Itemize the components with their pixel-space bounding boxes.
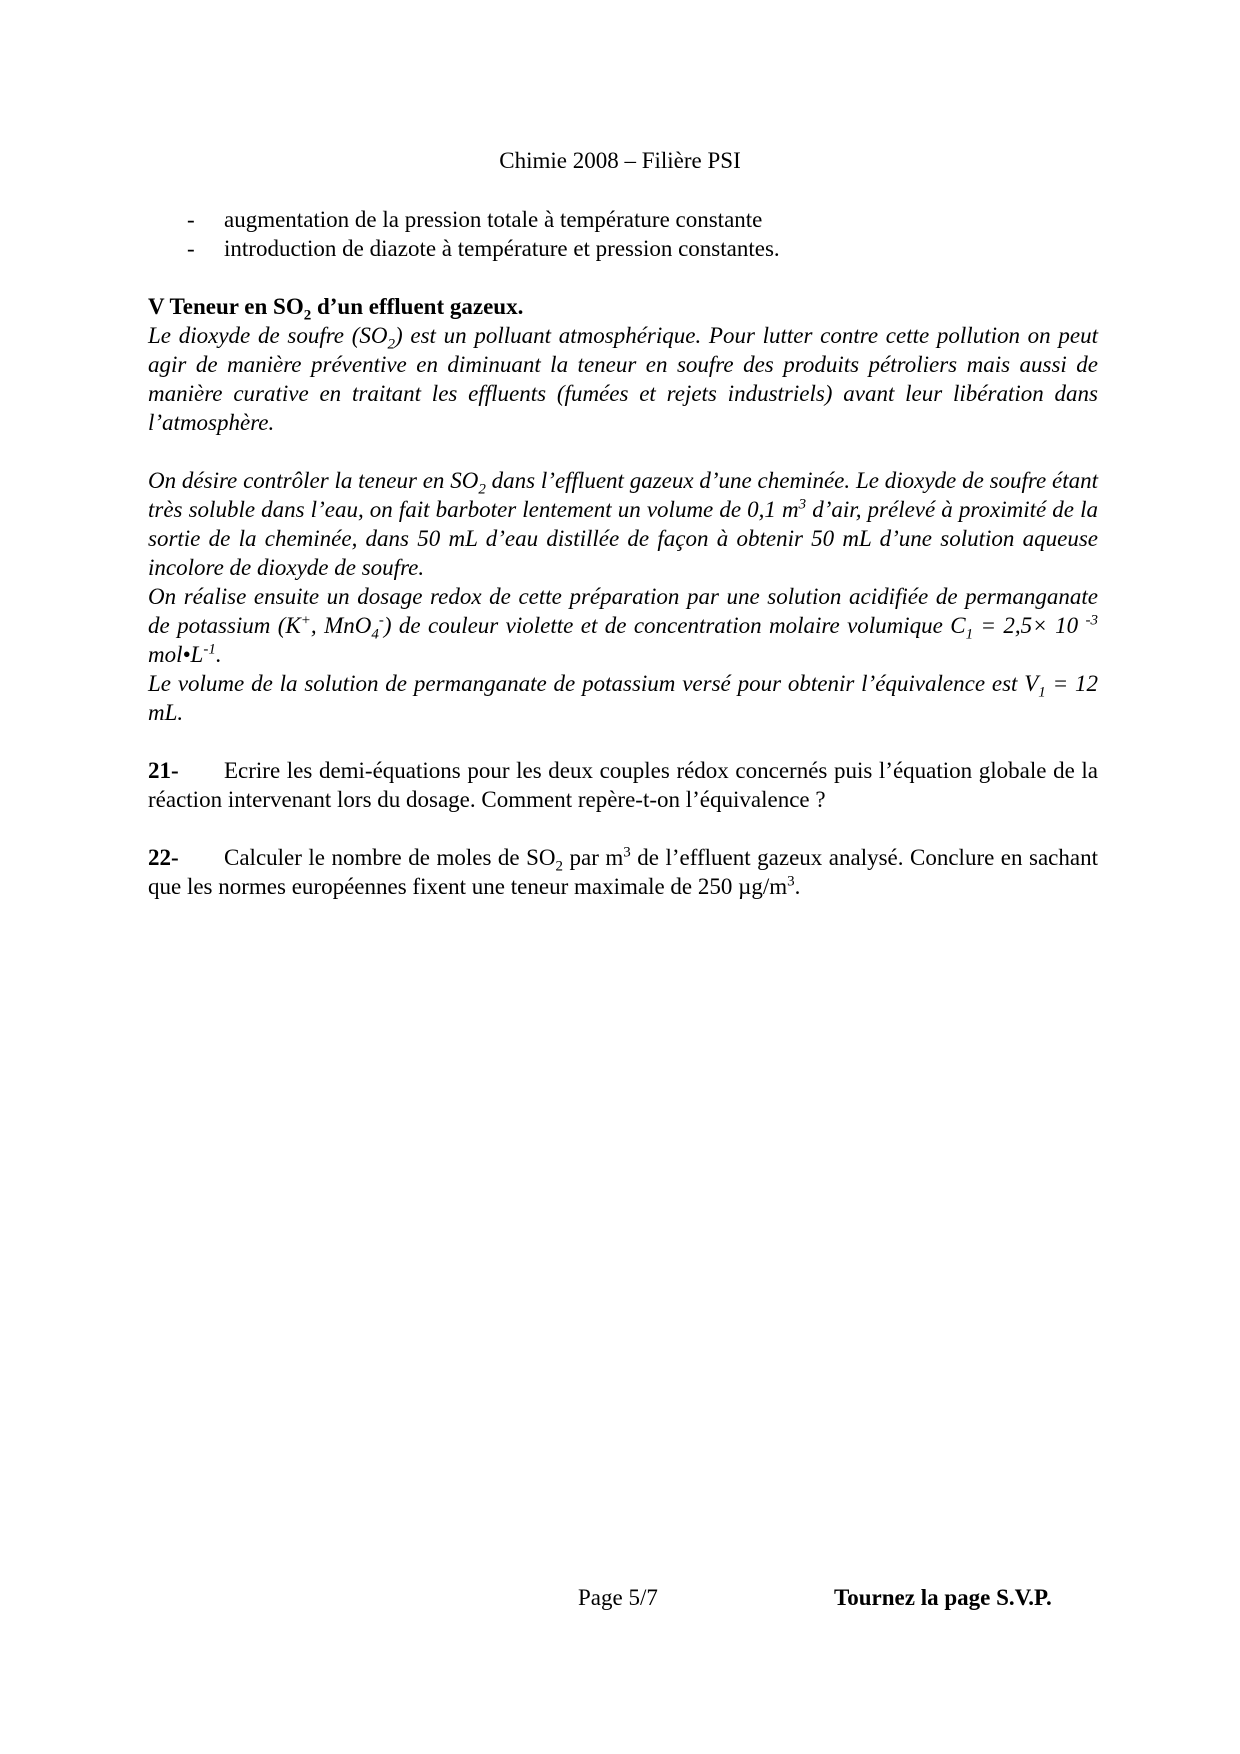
bullet-dash: -: [187, 207, 195, 232]
list-item: [148, 234, 1098, 263]
list-item: [148, 205, 1098, 234]
bullet-dash: -: [187, 236, 195, 261]
intro-paragraph: Le dioxyde de soufre $(SO_2)$ est un polluant atmosphérique. Pour lutter contre cette pollution on peut agir de manière préventive en diminuant la teneur en soufre des produits pétroliers mais aussi de manière curative en traitant les effluents (fumées et rejets industriels) avant leur libération dans l’atmosphère.: [148, 323, 1098, 435]
question-number: 21-: [148, 758, 179, 783]
method-paragraph: On désire contrôler la teneur en $SO_2$ dans l’effluent gazeux d’une cheminée. Le dioxyde de soufre étant très soluble dans l’eau, on fait barboter lentement un volume de 0,1 $m^3$ d’air, prélevé à proximité de la sortie de la cheminée, dans 50 mL d’eau distillée de façon à obtenir 50 mL d’une solution aqueuse incolore de dioxyde de soufre.: [148, 468, 1099, 580]
page-header: Chimie 2008 – Filière PSI: [499, 148, 741, 173]
question-21: [148, 756, 1098, 814]
titration-paragraph: On réalise ensuite un dosage redox de cette préparation par une solution acidifiée de permanganate de potassium (K+, MnO$_4$-) de couleur violette et de concentration molaire volumique $C_1 = 2,5\times 10$ $^{-3}$ $mol•L^{-1}$.: [148, 584, 1098, 667]
volume-paragraph: Le volume de la solution de permanganate de potassium versé pour obtenir l’équivalence est $V_1 = 12$ mL.: [148, 671, 1098, 725]
bullet-text: augmentation de la pression totale à température constante: [224, 207, 763, 232]
question-22: 22- Calculer le nombre de moles de $SO_2$ par $m^3$ de l’effluent gazeux analysé. Conclure en sachant que les normes européennes fixent une teneur maximale de 250 $\mu g/m^3$.: [148, 844, 1098, 899]
page-number: Page 5/7: [578, 1585, 658, 1610]
bullet-text: introduction de diazote à température et pression constantes.: [224, 236, 780, 261]
section-title: V Teneur en $SO_2$ d’un effluent gazeux.: [148, 294, 524, 324]
page-content: [148, 205, 1098, 901]
question-text: Ecrire les demi-équations pour les deux couples rédox concernés puis l’équation globale de la réaction intervenant lors du dosage. Comment repère-t-on l’équivalence ?: [148, 758, 1098, 812]
question-number: 22-: [148, 845, 179, 870]
turn-page-note: Tournez la page S.V.P.: [834, 1585, 1052, 1610]
